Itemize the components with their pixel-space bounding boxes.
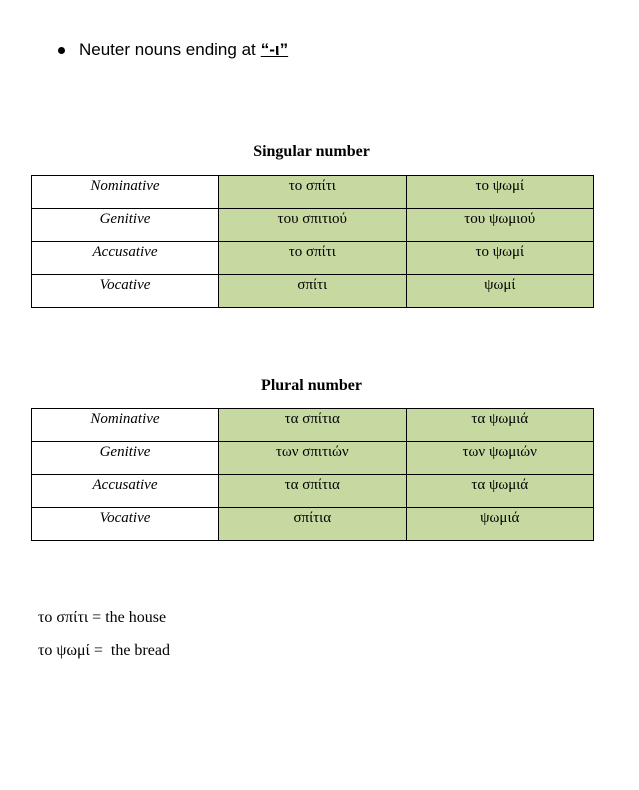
form-cell: σπίτια	[219, 508, 407, 541]
case-label: Genitive	[32, 209, 219, 242]
table-row	[32, 508, 594, 541]
table-row	[32, 176, 594, 209]
form-cell: των σπιτιών	[219, 442, 407, 475]
form-cell: τα σπίτια	[219, 409, 407, 442]
form-cell: του σπιτιού	[219, 209, 407, 242]
heading-bullet-item	[58, 40, 288, 60]
bullet-icon	[58, 47, 65, 54]
form-cell: το ψωμί	[406, 242, 594, 275]
form-cell: ψωμιά	[406, 508, 594, 541]
case-label: Vocative	[32, 508, 219, 541]
case-label: Vocative	[32, 275, 219, 308]
case-label: Accusative	[32, 242, 219, 275]
table-row	[32, 442, 594, 475]
bullet-ending: “-ι”	[260, 40, 289, 59]
form-cell: των ψωμιών	[406, 442, 594, 475]
case-label: Accusative	[32, 475, 219, 508]
plural-table	[31, 408, 594, 541]
table-row	[32, 242, 594, 275]
case-label: Nominative	[32, 176, 219, 209]
form-cell: τα σπίτια	[219, 475, 407, 508]
table-row	[32, 409, 594, 442]
gloss-bread: το ψωμί = the bread	[38, 642, 170, 659]
form-cell: ψωμί	[406, 275, 594, 308]
singular-table	[31, 175, 594, 308]
bullet-text: Neuter nouns ending at	[79, 40, 256, 59]
case-label: Genitive	[32, 442, 219, 475]
table-row	[32, 475, 594, 508]
singular-table-title: Singular number	[253, 143, 370, 160]
form-cell: τα ψωμιά	[406, 409, 594, 442]
form-cell: το σπίτι	[219, 242, 407, 275]
form-cell: του ψωμιού	[406, 209, 594, 242]
plural-table-title: Plural number	[261, 377, 362, 394]
form-cell: σπίτι	[219, 275, 407, 308]
form-cell: το σπίτι	[219, 176, 407, 209]
table-row	[32, 275, 594, 308]
form-cell: τα ψωμιά	[406, 475, 594, 508]
gloss-house: το σπίτι = the house	[38, 609, 167, 626]
case-label: Nominative	[32, 409, 219, 442]
form-cell: το ψωμί	[406, 176, 594, 209]
table-row	[32, 209, 594, 242]
